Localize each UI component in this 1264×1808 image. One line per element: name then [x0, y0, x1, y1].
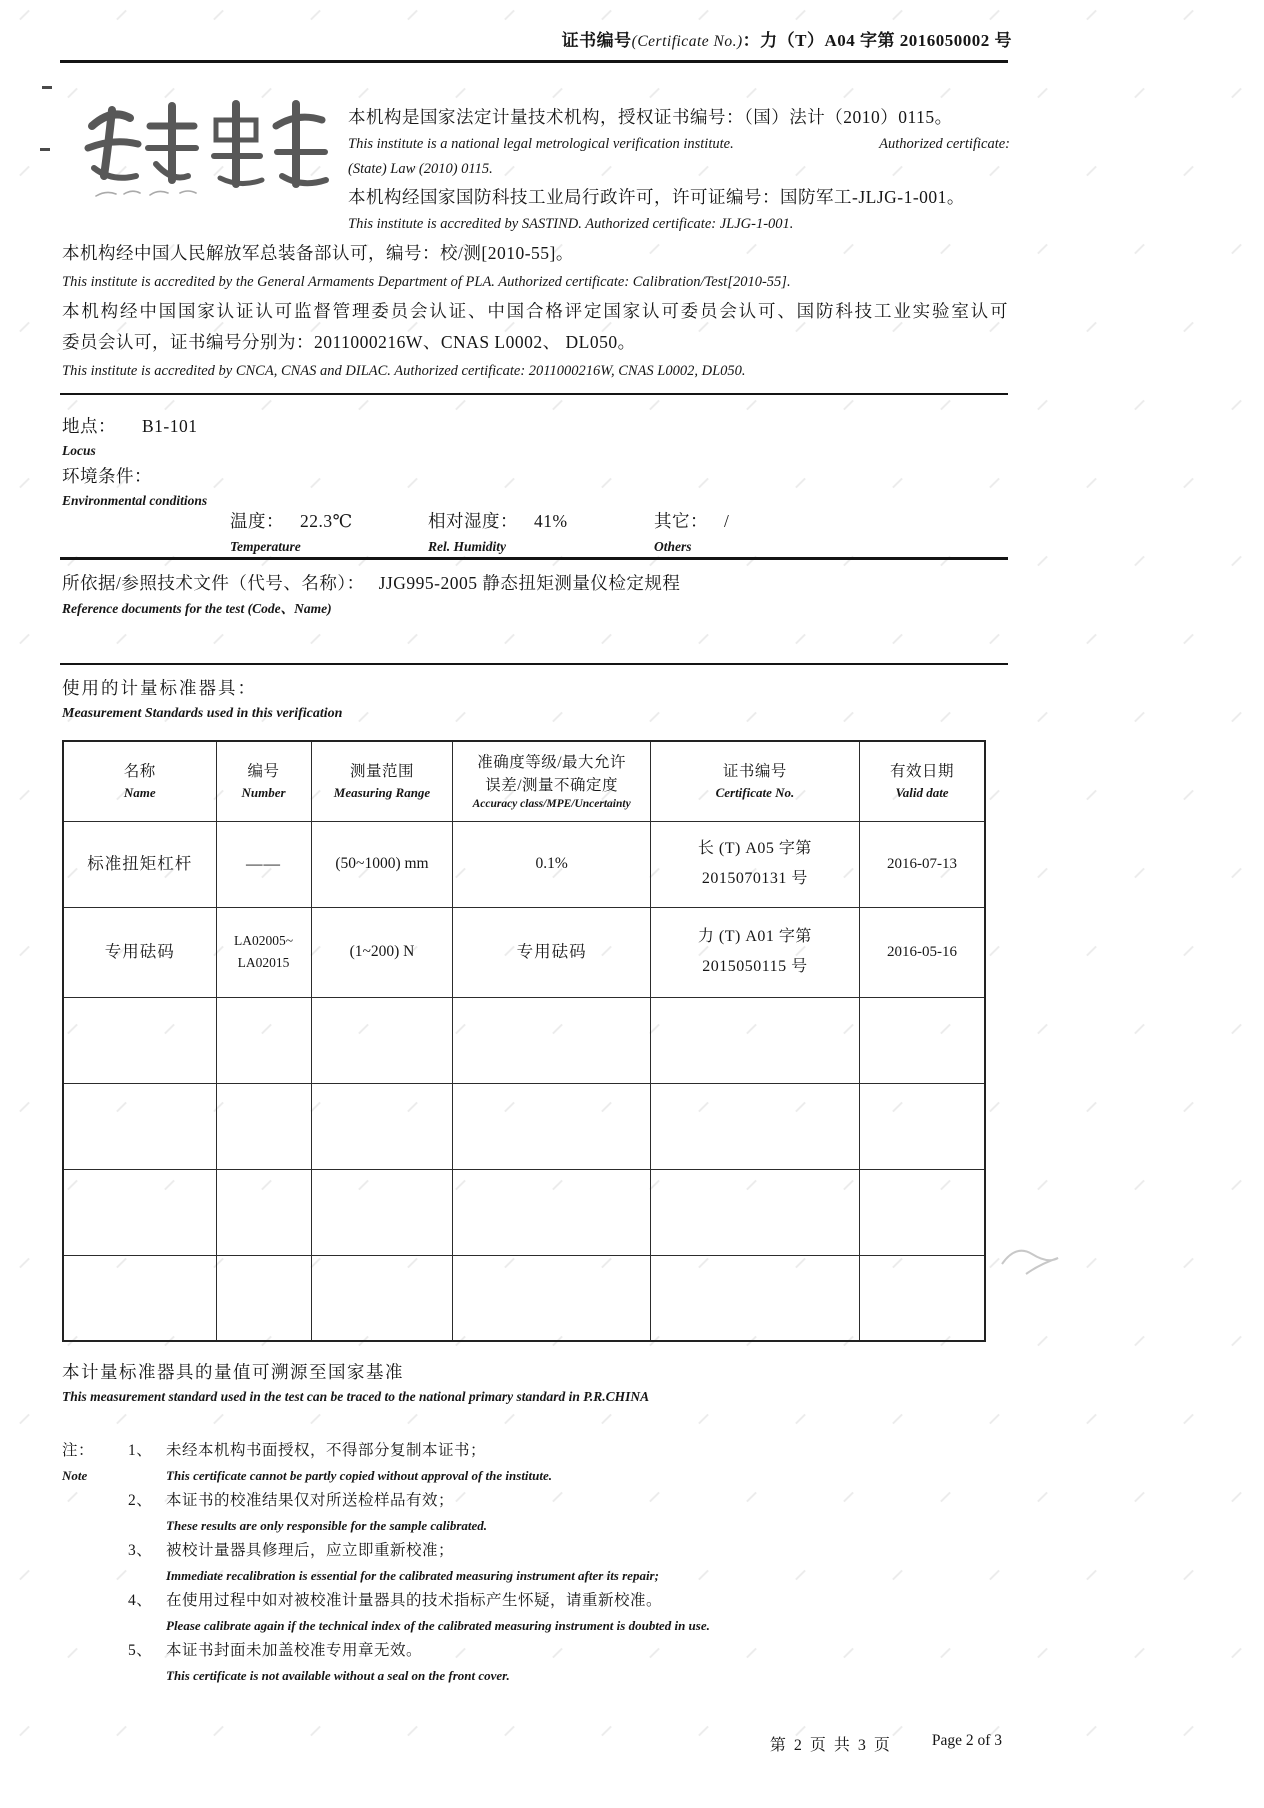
margin-mark [40, 148, 50, 151]
header-cell-range: 测量范围 Measuring Range [311, 741, 453, 821]
note-2-cn: 本证书的校准结果仅对所送检样品有效； [166, 1492, 455, 1509]
notes-label-cn: 注： [62, 1442, 95, 1459]
accreditation-en-1 [348, 132, 1010, 157]
note-5-en: This certificate is not available without a seal on the front cover. [166, 1668, 510, 1683]
row2-certificate: 力 (T) A01 字第 2015050115 号 [650, 907, 859, 997]
header-cell-accuracy: 准确度等级/最大允许 误差/测量不确定度 Accuracy class/MPE/Uncertainty [453, 741, 650, 821]
temperature-value: 22.3℃ [300, 511, 353, 531]
note-2-num: 2、 [128, 1492, 153, 1509]
table-row [63, 907, 985, 997]
locus-row [62, 412, 1008, 440]
others-value: / [724, 511, 730, 531]
accreditation-en-1c: (State) Law (2010) 0115. [348, 161, 493, 177]
header-cell-number: 编号 Number [216, 741, 311, 821]
accreditation-cn-3: 本机构经中国人民解放军总装备部认可，编号：校/测[2010-55]。 [62, 243, 574, 263]
others-label-cn: 其它： [654, 511, 708, 531]
others-label-en: Others [654, 539, 692, 554]
note-3-en: Immediate recalibration is essential for the calibrated measuring instrument after its repair; [166, 1568, 659, 1583]
locus-value: B1-101 [142, 416, 198, 436]
reference-label-en: Reference documents for the test (Code、Name) [62, 601, 332, 616]
pencil-mark [998, 1238, 1068, 1283]
note-4-cn: 在使用过程中如对被校准计量器具的技术指标产生怀疑，请重新校准。 [166, 1592, 663, 1609]
accreditation-indented-block [348, 102, 1010, 237]
accreditation-en-3: This institute is accredited by the General Armaments Department of PLA. Authorized certificate: Calibration/Test[2010-55]. [62, 274, 791, 290]
accreditation-cn-2: 本机构经国家国防科技工业局行政许可，许可证编号：国防军工-JLJG-1-001。 [348, 187, 965, 207]
header-cell-certificate: 证书编号 Certificate No. [650, 741, 859, 821]
table-empty-row [63, 1169, 985, 1255]
traceability-en: This measurement standard used in the test can be traced to the national primary standard in P.R.CHINA [62, 1389, 650, 1404]
accreditation-en-1-right: Authorized certificate: [879, 136, 1010, 152]
accreditation-cn-1: 本机构是国家法定计量技术机构，授权证书编号：（国）法计（2010）0115。 [348, 107, 953, 127]
section-rule-2 [60, 557, 1008, 560]
others-group [654, 506, 729, 558]
humidity-value: 41% [534, 511, 568, 531]
row2-range: (1~200) N [311, 907, 453, 997]
row1-valid-date: 2016-07-13 [860, 821, 985, 907]
accreditation-en-4: This institute is accredited by CNCA, CNAS and DILAC. Authorized certificate: 2011000216W, CNAS L0002, DL050. [62, 363, 746, 379]
row1-number: —— [216, 821, 311, 907]
accreditation-full-block [62, 238, 1008, 385]
note-3-num: 3、 [128, 1542, 153, 1559]
header-rule [60, 60, 1008, 63]
section-rule-3 [60, 663, 1008, 665]
note-1-en: This certificate cannot be partly copied without approval of the institute. [166, 1468, 553, 1483]
institute-calligraphy-logo [80, 94, 332, 206]
reference-value: JJG995-2005 静态扭矩测量仪检定规程 [378, 573, 681, 593]
reference-row [62, 568, 1008, 598]
note-1-cn: 未经本机构书面授权，不得部分复制本证书； [166, 1442, 487, 1459]
reference-documents-block [62, 568, 1008, 620]
table-header-row [63, 741, 985, 821]
locus-label-cn: 地点： [62, 416, 116, 436]
certificate-number-label-cn: 证书编号 [561, 31, 632, 50]
note-4-num: 4、 [128, 1592, 153, 1609]
standards-table [62, 740, 986, 1342]
temperature-group [230, 506, 353, 558]
accreditation-cn-4a: 本机构经中国国家认证认可监督管理委员会认证、中国合格评定国家认可委员会认可、国防科技工业实验室认可 [62, 301, 1008, 321]
section-rule-1 [60, 393, 1008, 395]
table-empty-row [63, 1255, 985, 1341]
row2-accuracy: 专用砝码 [453, 907, 650, 997]
certificate-number-value: ：力（T）A04 字第 2016050002 号 [742, 31, 1012, 50]
certificate-number-label-en: (Certificate No.) [631, 33, 743, 50]
header-cell-name: 名称 Name [63, 741, 216, 821]
env-conditions-label-en: Environmental conditions [62, 493, 208, 508]
standards-title-en: Measurement Standards used in this verification [62, 706, 343, 721]
table-row [63, 821, 985, 907]
accreditation-en-2: This institute is accredited by SASTIND. Authorized certificate: JLJG-1-001. [348, 216, 794, 232]
note-2-en: These results are only responsible for the sample calibrated. [166, 1518, 488, 1533]
temperature-label-cn: 温度： [230, 511, 284, 531]
note-1-num: 1、 [128, 1442, 153, 1459]
standards-title-block [62, 674, 1008, 726]
header-cell-valid: 有效日期 Valid date [860, 741, 985, 821]
temperature-label-en: Temperature [230, 539, 301, 554]
page-footer [62, 1732, 1002, 1755]
table-empty-row [63, 1083, 985, 1169]
margin-mark [42, 86, 52, 89]
page-number-cn: 第 2 页 共 3 页 [769, 1737, 892, 1754]
env-conditions-label-cn: 环境条件： [62, 466, 152, 486]
accreditation-en-1-left: This institute is a national legal metrological verification institute. [348, 136, 734, 152]
note-4-en: Please calibrate again if the technical index of the calibrated measuring instrument is doubted in use. [166, 1618, 710, 1633]
note-3-cn: 被校计量器具修理后，应立即重新校准； [166, 1542, 455, 1559]
environment-values-row [62, 506, 1008, 556]
note-5-num: 5、 [128, 1642, 153, 1659]
accreditation-cn-4b: 委员会认可，证书编号分别为：2011000216W、CNAS L0002、 DL050。 [62, 332, 636, 352]
row2-number: LA02005~ LA02015 [216, 907, 311, 997]
humidity-label-en: Rel. Humidity [428, 539, 507, 554]
row2-valid-date: 2016-05-16 [860, 907, 985, 997]
row1-range: (50~1000) mm [311, 821, 453, 907]
locus-label-en: Locus [62, 443, 96, 458]
traceability-block [62, 1358, 1008, 1408]
reference-label-cn: 所依据/参照技术文件（代号、名称）： [62, 573, 365, 593]
standards-title-cn: 使用的计量标准器具： [62, 678, 257, 698]
location-block [62, 412, 1008, 512]
notes-label-en: Note [62, 1468, 88, 1483]
table-empty-row [63, 997, 985, 1083]
certificate-number-line [562, 26, 1012, 51]
row1-accuracy: 0.1% [453, 821, 650, 907]
row2-name: 专用砝码 [63, 907, 216, 997]
row1-certificate: 长 (T) A05 字第 2015070131 号 [650, 821, 859, 907]
notes-block [62, 1438, 1022, 1688]
page-number-en: Page 2 of 3 [931, 1732, 1002, 1749]
humidity-group [428, 506, 568, 558]
row1-name: 标准扭矩杠杆 [63, 821, 216, 907]
note-5-cn: 本证书封面未加盖校准专用章无效。 [166, 1642, 423, 1659]
humidity-label-cn: 相对湿度： [428, 511, 518, 531]
traceability-cn: 本计量标准器具的量值可溯源至国家基准 [62, 1362, 404, 1382]
